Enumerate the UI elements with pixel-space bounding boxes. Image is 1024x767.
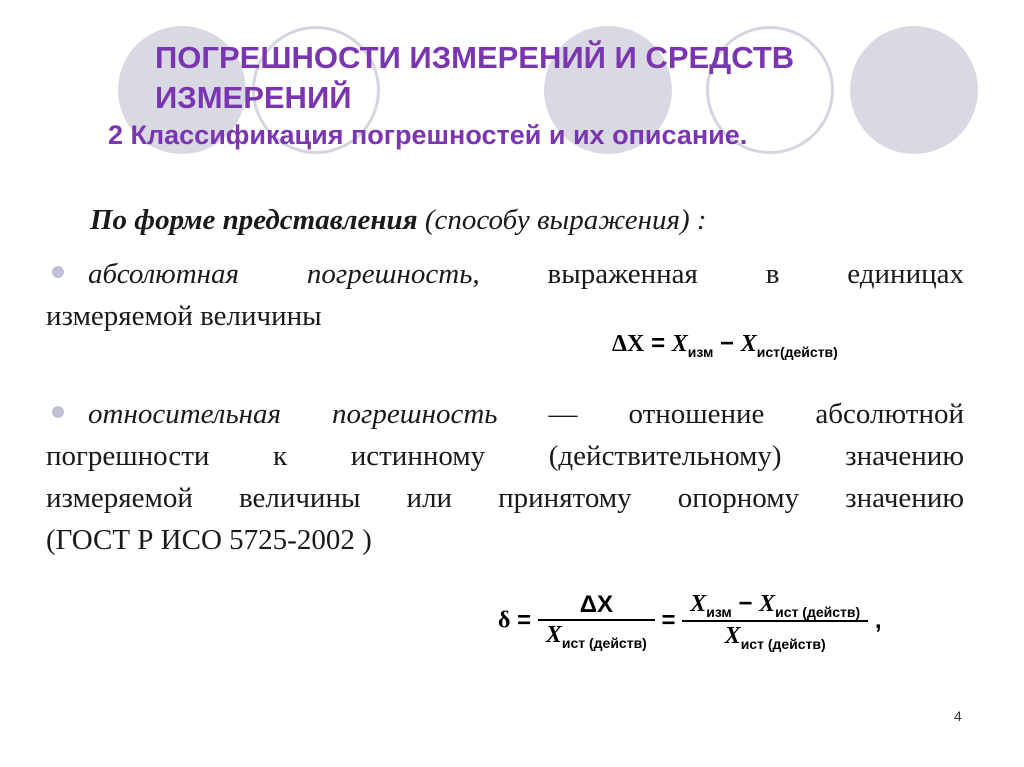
slide-title [155,38,915,118]
f2-den1-sub: ист (действ) [561,634,647,651]
f2-den2-x: X [724,622,741,649]
bullet2-line1 [88,393,964,435]
bullet2-rest: — отношение абсолютной [497,398,964,430]
f1-delta: ΔX [612,331,645,357]
bullet1-line2: измеряемой величины [46,300,322,332]
bullet1-line1 [88,253,964,295]
intro-bold: По форме представления [90,204,418,236]
f1-x2-sub: ист(действ) [756,343,838,360]
f2-den1 [538,621,655,651]
f2-num2-b: X [759,591,776,617]
f2-den2-sub: ист (действ) [740,635,826,652]
bullet2-line4: (ГОСТ Р ИСО 5725-2002 ) [46,524,372,556]
f2-num2-b-sub: ист (действ) [775,603,861,620]
f2-comma: , [874,606,882,634]
f2-den2 [682,622,868,652]
f2-num2-a-sub: изм [706,603,732,620]
f1-eq: = [651,330,666,357]
f2-eq2: = [661,606,676,634]
f2-eq1: = [517,606,532,634]
slide-subtitle: 2 Классификация погрешностей и их описание. [108,120,748,150]
bullet1-italic: абсолютная погрешность, [88,258,480,290]
f2-num2-minus: − [738,590,753,617]
title-line-2: ИЗМЕРЕНИЙ [155,80,352,115]
f2-fraction-1 [538,591,655,651]
f2-num1: ΔX [538,591,655,621]
formula-relative-error [498,590,882,652]
bullet2-line2: погрешности к истинному (действительному) значению [46,440,964,472]
f2-den1-x: X [545,621,562,648]
f1-minus: − [720,330,735,357]
formula-absolute-error [612,330,838,360]
bullet-dot-2 [52,406,64,418]
page-number: 4 [954,708,962,724]
intro-line [90,199,707,241]
bullet-dot-1 [52,266,64,278]
intro-rest: (способу выражения) : [417,204,707,236]
bullet2-italic: относительная погрешность [88,398,498,430]
f2-delta: δ [498,607,511,634]
f1-x2: X [740,331,757,357]
title-line-1: ПОГРЕШНОСТИ ИЗМЕРЕНИЙ И СРЕДСТВ [155,40,795,75]
f2-num2-a: X [690,591,707,617]
f1-x1: X [671,331,688,357]
bullet1-rest: выраженная в единицах [479,258,964,290]
f2-fraction-2 [682,590,868,652]
f1-x1-sub: изм [687,343,714,360]
bullet2-line3: измеряемой величины или принятому опорному значению [46,482,964,514]
f2-num2 [682,590,868,622]
